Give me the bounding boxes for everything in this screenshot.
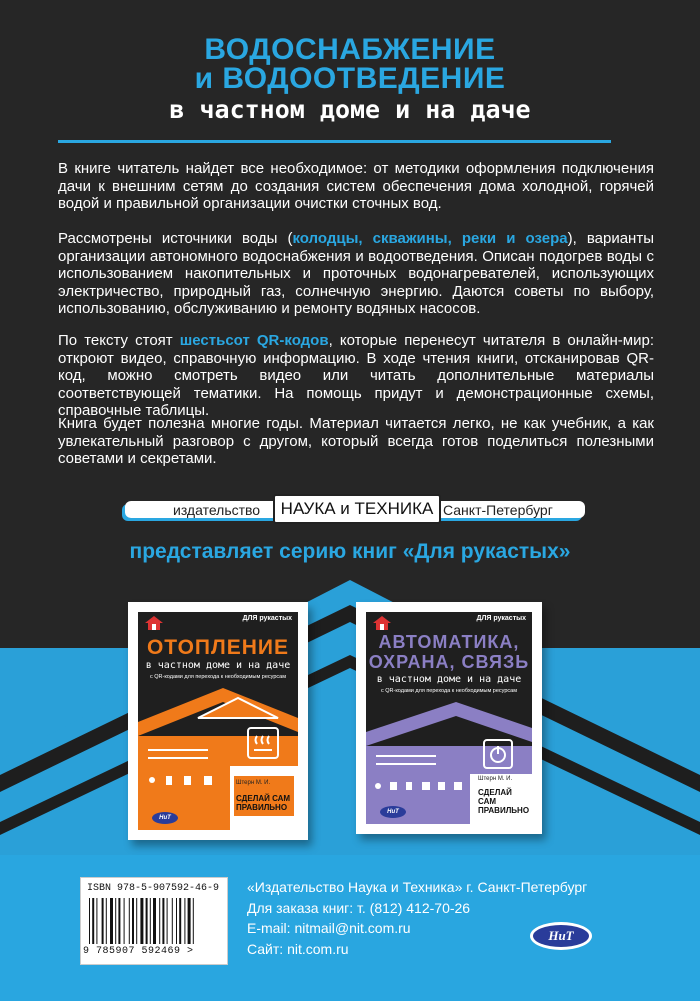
- book-logo-icon: [144, 615, 164, 631]
- paragraph-text: По тексту стоят: [58, 332, 180, 349]
- description-paragraph-4: Книга будет полезна многие годы. Материал читается легко, не как учебник, а как увлекательный разговор с другом, который всегда готов поделиться полезными советами и секретами.: [58, 415, 654, 467]
- book-qr-note: с QR-кодами для перехода к необходимым ресурсам: [380, 688, 517, 694]
- book-diy-line-1: СДЕЛАЙ САМ: [236, 794, 291, 803]
- description-paragraph-1: В книге читатель найдет все необходимое: от методики оформления подключения дачи к внешним сетям до создания систем обеспечения дома холодной, горячей водой и правильной организации очистки сточных вод.: [58, 160, 654, 212]
- paragraph-text: , которые перенесут читателя в онлайн-мир: откроют видео, справочную информацию. В ходе чтения книги, отсканировав QR-код, можно смотреть видео или читать дополнительные материалы соответствующей тематики. На помощь придут и демонстрационные схемы, справочные таблицы.: [58, 332, 654, 419]
- book-cover-automation: [356, 602, 542, 834]
- publisher-logo-text: НиТ: [533, 925, 589, 947]
- book-title-line-2: ОХРАНА, СВЯЗЬ: [368, 652, 530, 672]
- series-announcement: представляет серию книг «Для рукастых»: [129, 540, 571, 563]
- contact-publisher: «Издательство Наука и Техника» г. Санкт-Петербург: [247, 879, 588, 895]
- publisher-label: издательство: [173, 502, 261, 518]
- paragraph-text: ), варианты организации автономного водоснабжения и водоотведения. Описан подогрев воды с использованием накопительных и проточных водонагревателей, использующих электричество, природный газ, солнечную энергию. Даются советы по выбору, использованию, обслуживанию и ремонту водяных насосов.: [58, 230, 654, 317]
- publisher-banner: [125, 494, 585, 524]
- roof-silhouette: [0, 560, 700, 880]
- book-publisher-logo: НиТ: [380, 806, 406, 818]
- book-publisher-logo: НиТ: [152, 812, 178, 824]
- book-cover-panel: [366, 612, 532, 824]
- book-series-label: ДЛЯ рукастых: [476, 615, 526, 622]
- highlight-qr-codes: шестьсот QR-кодов: [179, 332, 329, 349]
- book-cover-heating: [128, 602, 308, 840]
- book-title: ОТОПЛЕНИЕ: [146, 636, 290, 659]
- description-paragraph-2: [58, 230, 654, 318]
- publisher-name-box: НАУКА и ТЕХНИКА: [273, 494, 441, 524]
- subtitle: в частном доме и на даче: [169, 95, 531, 124]
- contact-phone: Для заказа книг: т. (812) 412-70-26: [247, 899, 471, 916]
- isbn-barcode: [80, 877, 228, 965]
- highlight-water-sources: колодцы, скважины, реки и озера: [292, 230, 568, 247]
- book-diy-line-2: ПРАВИЛЬНО: [236, 803, 288, 812]
- book-logo-icon: [372, 615, 392, 631]
- title-line-1: ВОДОСНАБЖЕНИЕ: [204, 33, 496, 66]
- title-line-2: и ВОДООТВЕДЕНИЕ: [194, 62, 506, 95]
- book-diy-line-2: ПРАВИЛЬНО: [478, 806, 530, 815]
- contact-email[interactable]: E-mail: nitmail@nit.com.ru: [247, 920, 411, 936]
- book-cover-panel: [138, 612, 298, 830]
- book-subtitle: в частном доме и на даче: [376, 674, 522, 685]
- isbn-text: ISBN 978-5-907592-46-9: [87, 883, 220, 894]
- barcode-bars: [87, 898, 223, 946]
- book-subtitle: в частном доме и на даче: [145, 660, 291, 671]
- paragraph-text: Рассмотрены источники воды (: [58, 230, 293, 247]
- book-qr-note: с QR-кодами для перехода к необходимым ресурсам: [149, 674, 286, 680]
- ean-digits: 9 785907 592469 >: [83, 946, 194, 957]
- description-paragraph-3: [58, 332, 654, 420]
- title-divider: [58, 140, 611, 143]
- book-author: Штерн М. И.: [478, 776, 513, 782]
- book-series-label: ДЛЯ рукастых: [242, 615, 292, 622]
- book-title-line-1: АВТОМАТИКА,: [378, 632, 520, 652]
- book-diy-label: [478, 788, 532, 815]
- book-diy-label: [236, 794, 290, 812]
- book-diy-line-1: СДЕЛАЙ САМ: [478, 788, 512, 806]
- publisher-city: Санкт-Петербург: [443, 502, 553, 518]
- contact-website[interactable]: Сайт: nit.com.ru: [247, 940, 349, 957]
- contact-block: [247, 877, 587, 959]
- publisher-logo: [530, 922, 592, 950]
- book-author: Штерн М. И.: [236, 780, 271, 786]
